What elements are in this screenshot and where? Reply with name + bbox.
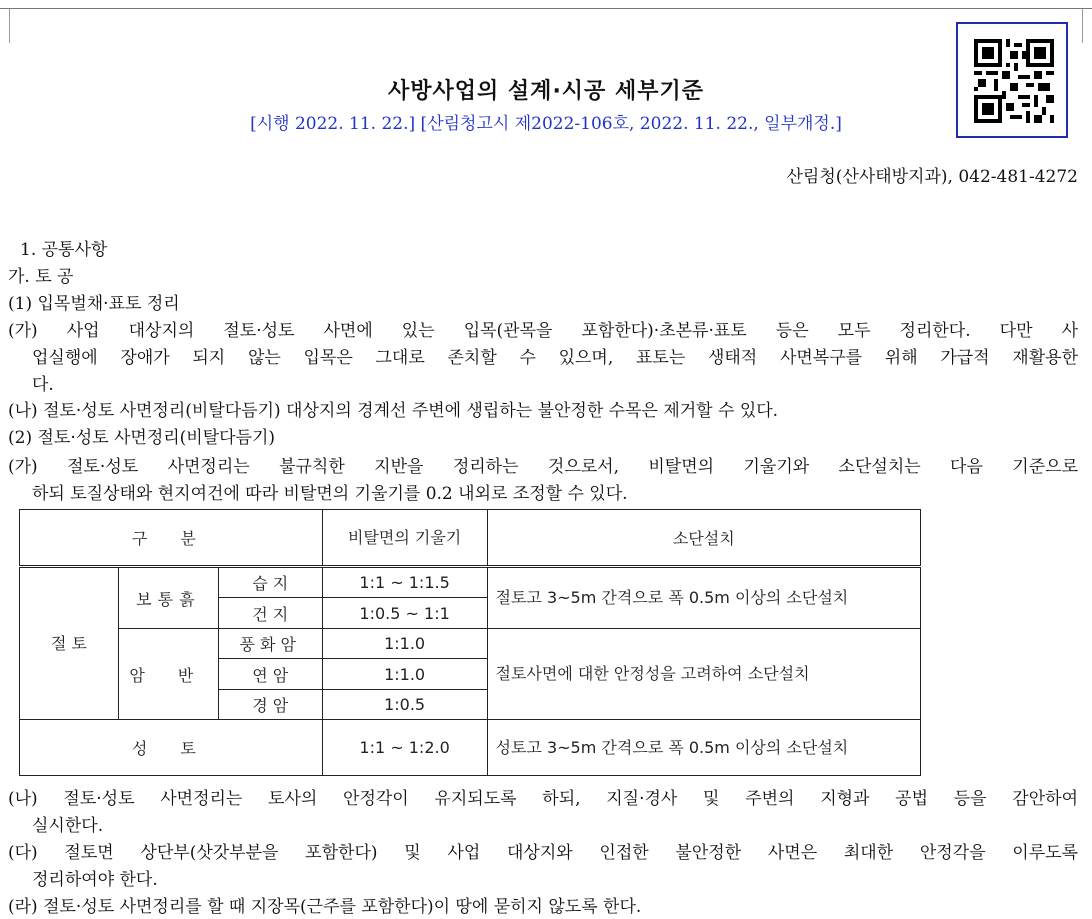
paragraph-da-line1: (다) 절토면 상단부(삿갓부분을 포함한다) 및 사업 대상지와 인접한 불안정한 사면은 최대한 안정각을 이루도록 (8, 843, 1078, 863)
weathered-rock-label: 풍화암 (218, 629, 322, 659)
page-corner-right (1082, 9, 1092, 43)
table-row (20, 629, 921, 659)
page-top-border (0, 8, 1092, 9)
header-class: 구 분 (20, 510, 323, 567)
paragraph-ra: (라) 절토·성토 사면정리를 할 때 지장목(근주를 포함한다)이 땅에 묻히지 않도록 한다. (8, 897, 642, 917)
fill-label: 성 토 (20, 720, 323, 776)
paragraph-na2-line2: 실시한다. (32, 816, 104, 836)
paragraph-ga2-line2: 하되 토질상태와 현지여건에 따라 비탈면의 기울기를 0.2 내외로 조정할 수 있다. (32, 484, 628, 504)
subsection-heading-ga: 가. 토 공 (8, 267, 74, 287)
paragraph-ga-line1: (가) 사업 대상지의 절토·성토 사면에 있는 입목(관목을 포함한다)·초본류·표토 등은 모두 정리한다. 다만 사 (8, 321, 1078, 341)
soft-rock-label: 연 암 (218, 659, 322, 690)
berm-soil: 절토고 3~5m 간격으로 폭 0.5m 이상의 소단설치 (487, 567, 920, 629)
header-slope: 비탈면의 기울기 (322, 510, 487, 567)
item-heading-1: (1) 입목벌채·표토 정리 (8, 294, 180, 314)
slope-wet: 1:1 ~ 1:1.5 (322, 567, 487, 598)
slope-soft: 1:1.0 (322, 659, 487, 690)
berm-rock: 절토사면에 대한 안정성을 고려하여 소단설치 (487, 629, 920, 720)
dry-soil-label: 건 지 (218, 598, 322, 629)
table-row (20, 720, 921, 776)
page-title: 사방사업의 설계·시공 세부기준 (388, 79, 704, 104)
slope-weathered: 1:1.0 (322, 629, 487, 659)
item-heading-2: (2) 절토·성토 사면정리(비탈다듬기) (8, 428, 276, 448)
table-header-row (20, 510, 921, 567)
slope-hard: 1:0.5 (322, 690, 487, 720)
department-contact: 산림청(산사태방지과), 042-481-4272 (786, 167, 1078, 187)
paragraph-da-line2: 정리하여야 한다. (32, 870, 158, 890)
slope-standard-table (19, 509, 921, 776)
table-row (20, 567, 921, 598)
paragraph-ga-line3: 다. (32, 375, 54, 395)
enforcement-info[interactable]: [시행 2022. 11. 22.] [산림청고시 제2022-106호, 2022. 11. 22., 일부개정.] (250, 114, 842, 134)
paragraph-ga-line2: 업실행에 장애가 되지 않는 입목은 그대로 존치할 수 있으며, 표토는 생태적 사면복구를 위해 가급적 재활용한 (32, 348, 1078, 368)
section-heading-1: 1. 공통사항 (20, 240, 108, 260)
rock-label: 암 반 (118, 629, 218, 720)
berm-fill: 성토고 3~5m 간격으로 폭 0.5m 이상의 소단설치 (487, 720, 920, 776)
slope-dry: 1:0.5 ~ 1:1 (322, 598, 487, 629)
paragraph-ga2-line1: (가) 절토·성토 사면정리는 불규칙한 지반을 정리하는 것으로서, 비탈면의 기울기와 소단설치는 다음 기준으로 (8, 457, 1078, 477)
header-berm: 소단설치 (487, 510, 920, 567)
cut-label: 절 토 (20, 567, 119, 720)
wet-soil-label: 습 지 (218, 567, 322, 598)
hard-rock-label: 경 암 (218, 690, 322, 720)
page-corner-left (0, 9, 10, 43)
paragraph-na2-line1: (나) 절토·성토 사면정리는 토사의 안정각이 유지되도록 하되, 지질·경사 및 주변의 지형과 공법 등을 감안하여 (8, 789, 1078, 809)
slope-fill: 1:1 ~ 1:2.0 (322, 720, 487, 776)
paragraph-na: (나) 절토·성토 사면정리(비탈다듬기) 대상지의 경계선 주변에 생립하는 불안정한 수목은 제거할 수 있다. (8, 401, 779, 421)
normal-soil-label: 보통흙 (118, 567, 218, 629)
